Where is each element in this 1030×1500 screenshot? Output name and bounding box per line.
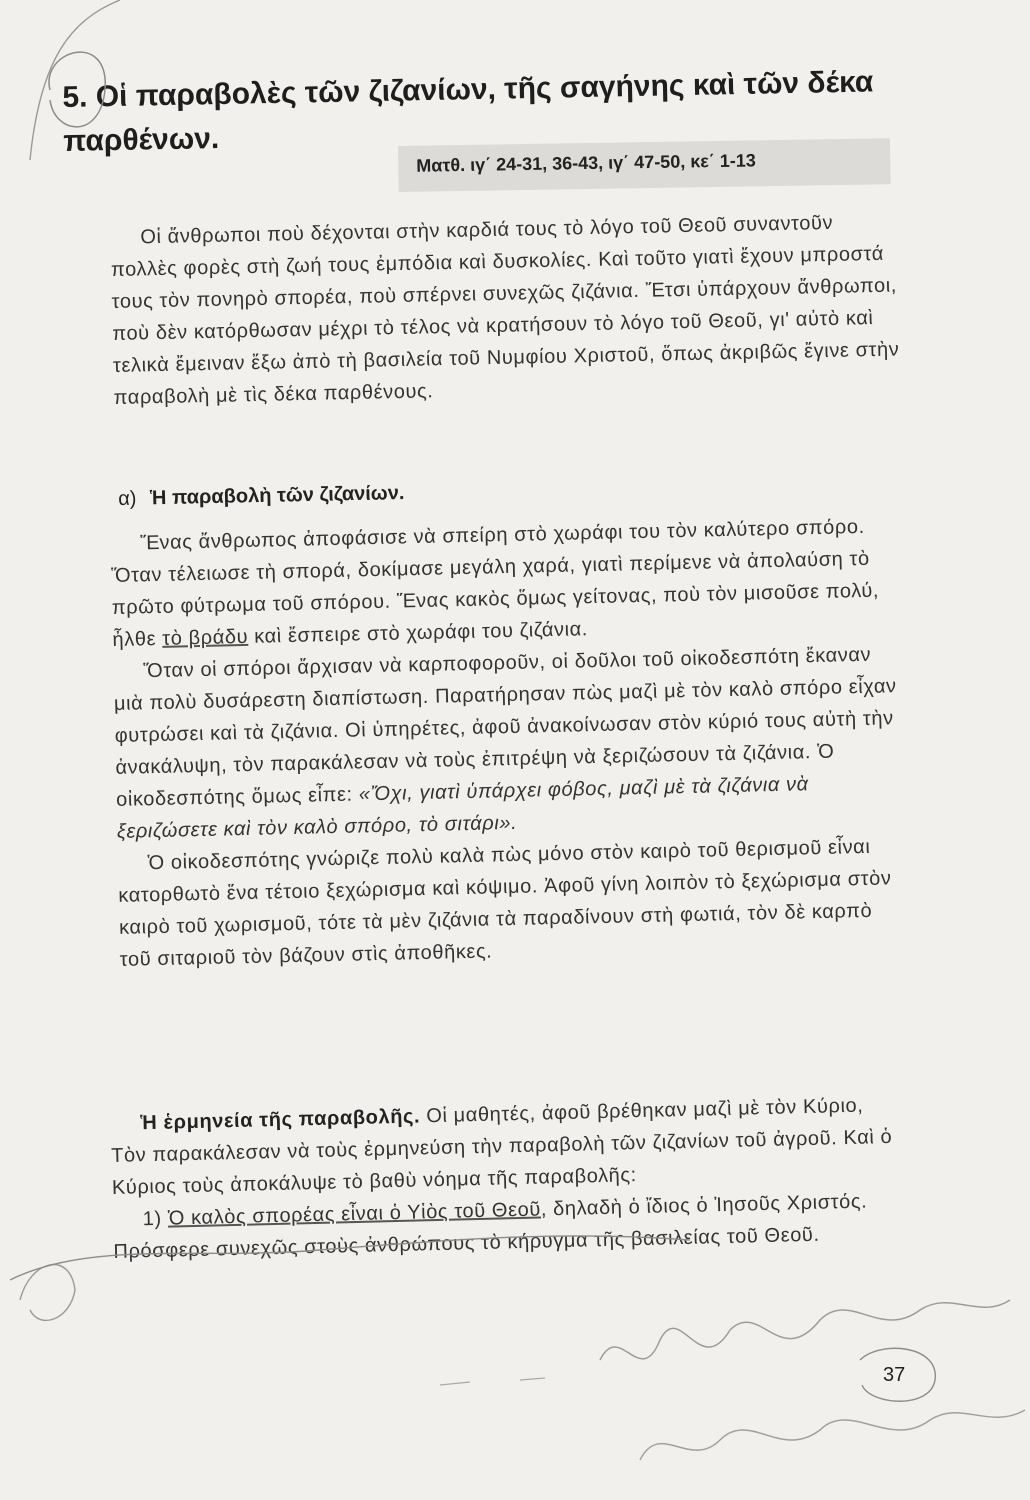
section-a-paragraph-3: Ὁ οἰκοδεσπότης γνώριζε πολὺ καλὰ πὼς μόνο στὸν καιρὸ τοῦ θερισμοῦ εἶναι κατορθωτὸ ἕνα τέτοιο ξεχώρισμα καὶ κόψιμο. Ἀφοῦ γίνη λοιπὸν τὸ ξεχώρισμα στὸν καιρὸ τοῦ χωρισμοῦ, τότε τὰ μὲν ζιζάνια τὰ παραδίνουν στὴ φωτιά, τὸν δὲ καρπὸ τοῦ σιταριοῦ τὸν βάζουν στὶς ἀποθῆκες.	[118, 835, 892, 971]
section-a-marker: α)	[118, 487, 137, 510]
underlined-phrase: τὸ βράδυ	[161, 625, 249, 650]
pencil-handwriting-line-2	[640, 1410, 1025, 1460]
text-run: Οἱ μαθητές, ἀφοῦ βρέθηκαν μαζὶ μὲ τὸν Κύριο, Τὸν παρακάλεσαν νὰ τοὺς ἑρμηνεύση τὴν παραβολὴ τῶν ζιζανίων τοῦ ἀγροῦ. Καὶ ὁ Κύριος τοὺς ἀποκάλυψε τὸ βαθὺ νόημα τῆς παραβολῆς:	[110, 1094, 893, 1199]
list-marker: 1)	[142, 1207, 162, 1231]
page-number: 37	[883, 1364, 906, 1386]
underlined-phrase: Ὁ καλὸς σπορέας εἶναι ὁ Υἱὸς τοῦ Θεοῦ	[167, 1198, 542, 1230]
section-a-heading	[118, 482, 405, 511]
scripture-reference-box	[398, 138, 891, 192]
text-run: , δηλαδὴ ὁ ἴδιος ὁ Ἰησοῦς Χριστός. Πρόσφερε συνεχῶς στοὺς ἀνθρώπους τὸ κήρυγμα τῆς βασιλείας τοῦ Θεοῦ.	[113, 1190, 868, 1263]
text-run: Ὅταν οἱ σπόροι ἄρχισαν νὰ καρποφοροῦν, οἱ δοῦλοι τοῦ οἰκοδεσπότη ἔκαναν μιὰ πολὺ δυσάρεστη διαπίστωση. Παρατήρησαν πὼς μαζὶ μὲ τὸν καλὸ σπόρο εἶχαν φυτρώσει καὶ τὰ ζιζάνια. Οἱ ὑπηρέτες, ἀφοῦ ἀνακοίνωσαν στὸν κύριό τους αὐτὴ τὴν ἀνακάλυψη, τὸν παρακάλεσαν νὰ τοὺς ἐπιτρέψη νὰ ξεριζώσουν τὰ ζιζάνια. Ὁ οἰκοδεσπότης ὅμως εἶπε:	[113, 643, 897, 811]
pencil-handwriting-line-1	[600, 1300, 1010, 1360]
intro-paragraph: Οἱ ἄνθρωποι ποὺ δέχονται στὴν καρδιά τους τὸ λόγο τοῦ Θεοῦ συναντοῦν πολλὲς φορὲς στὴ ζωή τους ἐμπόδια καὶ δυσκολίες. Καὶ τοῦτο γιατὶ ἔχουν μπροστά τους τὸν πονηρὸ σπορέα, ποὺ σπέρνει συνεχῶς ζιζάνια. Ἔτσι ὑπάρχουν ἄνθρωποι, ποὺ δὲν κατόρθωσαν μέχρι τὸ τέλος νὰ κρατήσουν τὸ λόγο τοῦ Θεοῦ, γι' αὐτὸ καὶ τελικὰ ἔμειναν ἔξω ἀπὸ τὴ βασιλεία τοῦ Νυμφίου Χριστοῦ, ὅπως ἀκριβῶς ἔγινε στὴν παραβολὴ μὲ τὶς δέκα παρθένους.	[110, 211, 900, 409]
chapter-number: 5.	[62, 80, 88, 114]
interpretation-title: Ἡ ἑρμηνεία τῆς παραβολῆς.	[140, 1105, 421, 1135]
intro-paragraph-block	[110, 205, 904, 414]
scripture-reference: Ματθ. ιγ΄ 24-31, 36-43, ιγ΄ 47-50, κε΄ 1-13	[416, 150, 756, 176]
section-a-title: Ἡ παραβολὴ τῶν ζιζανίων.	[149, 482, 405, 510]
section-a-paragraph-1	[110, 510, 903, 656]
text-run: Ἕνας ἄνθρωπος ἀποφάσισε νὰ σπείρη στὸ χωράφι του τὸν καλύτερο σπόρο. Ὅταν τέλειωσε τὴ σπορά, δοκίμασε μεγάλη χαρά, γιατὶ περίμενε νὰ ἀπολαύση τὸ πρῶτο φύτρωμα τοῦ σπόρου. Ἕνας κακὸς ὅμως γείτονας, ποὺ τὸν μισοῦσε πολύ, ἦλθε	[110, 515, 880, 651]
section-a-paragraph-2	[113, 638, 907, 848]
quote-text: «Ὄχι, γιατὶ ὑπάρχει φόβος, μαζὶ μὲ τὰ ζιζάνια νὰ ξεριζώσετε καὶ τὸν καλὸ σπόρο, τὸ σιτάρι».	[116, 773, 809, 843]
interpretation-block	[110, 1089, 904, 1268]
chapter-title: Οἱ παραβολὲς τῶν ζιζανίων, τῆς σαγήνης καὶ τῶν δέκα παρθένων.	[62, 65, 874, 158]
pencil-dash-marks	[440, 1378, 545, 1385]
section-a-body	[110, 510, 910, 976]
text-run: καὶ ἔσπειρε στὸ χωράφι του ζιζάνια.	[247, 618, 589, 648]
pencil-scribble-left-margin	[20, 1265, 75, 1321]
